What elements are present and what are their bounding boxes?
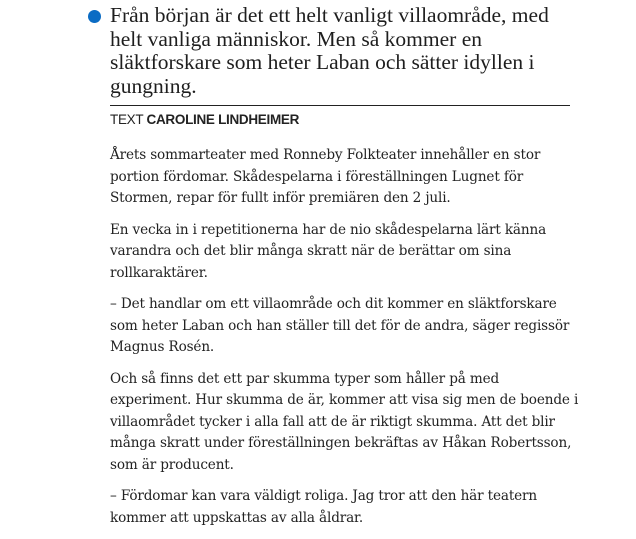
- quote-paragraph: – Det handlar om ett villaområde och dit kommer en släktforskare som heter Laban och han ställer till det för de andra, säger regissör Magnus Rosén.: [110, 296, 570, 355]
- lead-text: Från början är det ett helt vanligt villaområde, med helt vanliga människor. Men så kommer en släktforskare som heter Laban och sätter idyllen i gungning.: [110, 3, 549, 98]
- byline: [110, 112, 580, 127]
- quote-paragraph: – Fördomar kan vara väldigt roliga. Jag tror att den här teatern kommer att uppskattas av alla åldrar.: [110, 488, 537, 526]
- article-body: [110, 145, 580, 529]
- divider-rule: [110, 105, 570, 106]
- body-paragraph: Årets sommarteater med Ronneby Folkteater innehåller en stor portion fördomar. Skådespelarna i föreställningen Lugnet för Stormen, repar för fullt inför premiären den 2 juli.: [110, 147, 541, 206]
- byline-author: CAROLINE LINDHEIMER: [146, 112, 300, 127]
- byline-label: TEXT: [110, 112, 144, 127]
- body-paragraph: Och så finns det ett par skumma typer som håller på med experiment. Hur skumma de är, kommer att visa sig men de boende i villaområdet tycker i alla fall att de är riktigt skumma. Att det blir många skratt under föreställningen bekräftas av Håkan Robertsson, som är producent.: [110, 370, 579, 473]
- article: [110, 4, 580, 539]
- body-paragraph: En vecka in i repetitionerna har de nio skådespelarna lärt känna varandra och det blir många skratt när de berättar om sina rollkaraktärer.: [110, 221, 547, 281]
- lead-paragraph: [110, 4, 580, 98]
- bullet-dot-icon: [88, 10, 101, 23]
